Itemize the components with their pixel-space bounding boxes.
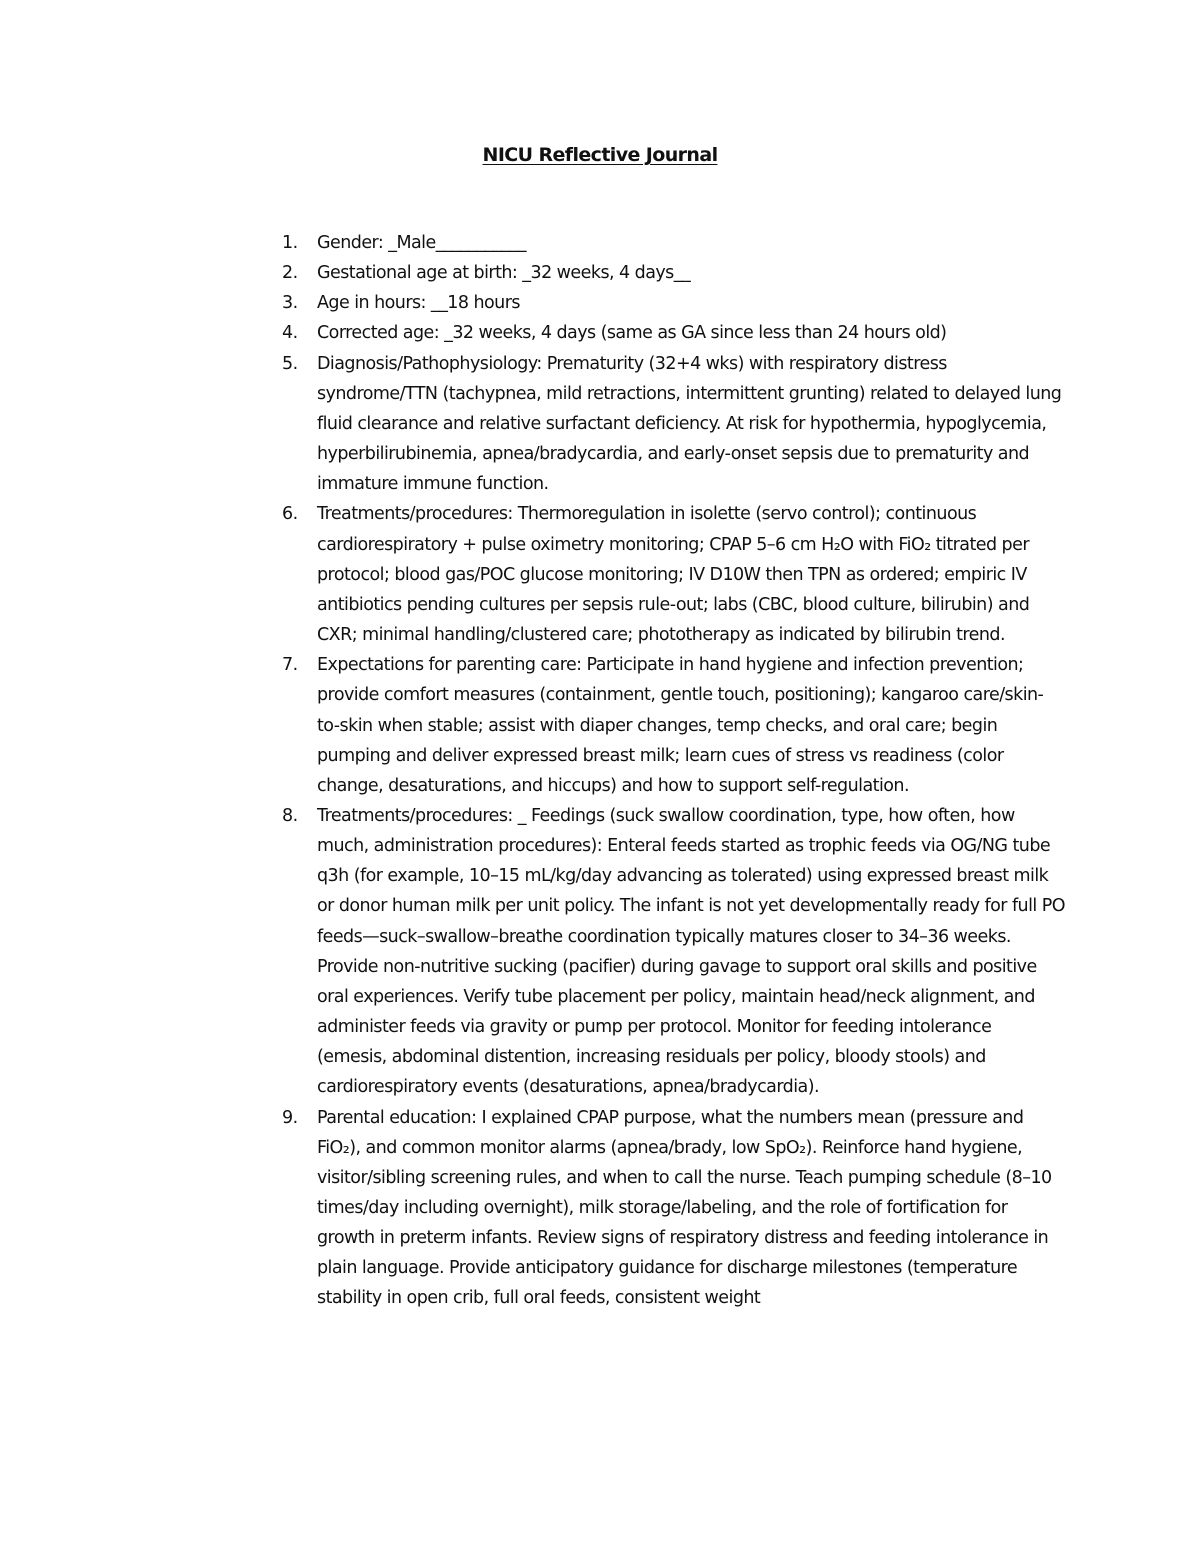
item-text: Age in hours: __18 hours [317,293,520,314]
item-number: 9. [282,1107,298,1128]
list-item [0,801,1065,1103]
item-number: 6. [282,504,298,525]
list-item [0,499,1065,650]
item-number: 5. [282,353,298,374]
item-text: Corrected age: _32 weeks, 4 days (same as GA since less than 24 hours old) [317,323,947,344]
item-text: Gestational age at birth: _32 weeks, 4 days__ [317,263,691,284]
item-text: Parental education: I explained CPAP purpose, what the numbers mean (pressure and FiO₂), and common monitor alarms (apnea/brady, low SpO₂). Reinforce hand hygiene, visitor/sibling screening rules, and when to call the nurse. Teach pumping schedule (8–10 times/day including overnight), milk storage/labeling, and the role of fortification for growth in preterm infants. Review signs of respiratory distress and feeding intolerance in plain language. Provide anticipatory guidance for discharge milestones (temperature stability in open crib, full oral feeds, consistent weight [317,1107,1052,1309]
item-text: Gender: _Male___________ [317,233,526,253]
item-number: 8. [282,805,298,826]
list-item [0,349,1065,500]
list-item [0,258,1065,288]
journal-list [0,228,1200,1314]
list-item [0,318,1065,348]
item-text: Diagnosis/Pathophysiology: Prematurity (32+4 wks) with respiratory distress syndrome/TTN (tachypnea, mild retractions, intermittent grunting) related to delayed lung fluid clearance and relative surfactant deficiency. At risk for hypothermia, hypoglycemia, hyperbilirubinemia, apnea/bradycardia, and early-onset sepsis due to prematurity and immature immune function. [317,353,1062,495]
item-number: 1. [282,233,298,253]
item-number: 4. [282,323,298,344]
item-number: 3. [282,293,298,314]
item-number: 7. [282,655,298,676]
item-number: 2. [282,263,298,284]
list-item [0,650,1065,801]
page-title: NICU Reflective Journal [482,144,718,166]
list-item [0,288,1065,318]
list-item [0,1103,1065,1314]
item-text: Treatments/procedures: Thermoregulation in isolette (servo control); continuous cardiorespiratory + pulse oximetry monitoring; CPAP 5–6 cm H₂O with FiO₂ titrated per protocol; blood gas/POC glucose monitoring; IV D10W then TPN as ordered; empiric IV antibiotics pending cultures per sepsis rule-out; labs (CBC, blood culture, bilirubin) and CXR; minimal handling/clustered care; phototherapy as indicated by bilirubin trend. [317,504,1030,646]
item-text: Treatments/procedures: _ Feedings (suck swallow coordination, type, how often, how much, administration procedures): Enteral feeds started as trophic feeds via OG/NG tube q3h (for example, 10–15 mL/kg/day advancing as tolerated) using expressed breast milk or donor human milk per unit policy. The infant is not yet developmentally ready for full PO feeds—suck–swallow–breathe coordination typically matures closer to 34–36 weeks. Provide non-nutritive sucking (pacifier) during gavage to support oral skills and positive oral experiences. Verify tube placement per policy, maintain head/neck alignment, and administer feeds via gravity or pump per protocol. Monitor for feeding intolerance (emesis, abdominal distention, increasing residuals per policy, bloody stools) and cardiorespiratory events (desaturations, apnea/bradycardia). [317,805,1065,1098]
list-item [0,228,1065,258]
item-text: Expectations for parenting care: Participate in hand hygiene and infection prevention; provide comfort measures (containment, gentle touch, positioning); kangaroo care/skin-to-skin when stable; assist with diaper changes, temp checks, and oral care; begin pumping and deliver expressed breast milk; learn cues of stress vs readiness (color change, desaturations, and hiccups) and how to support self-regulation. [317,655,1044,796]
